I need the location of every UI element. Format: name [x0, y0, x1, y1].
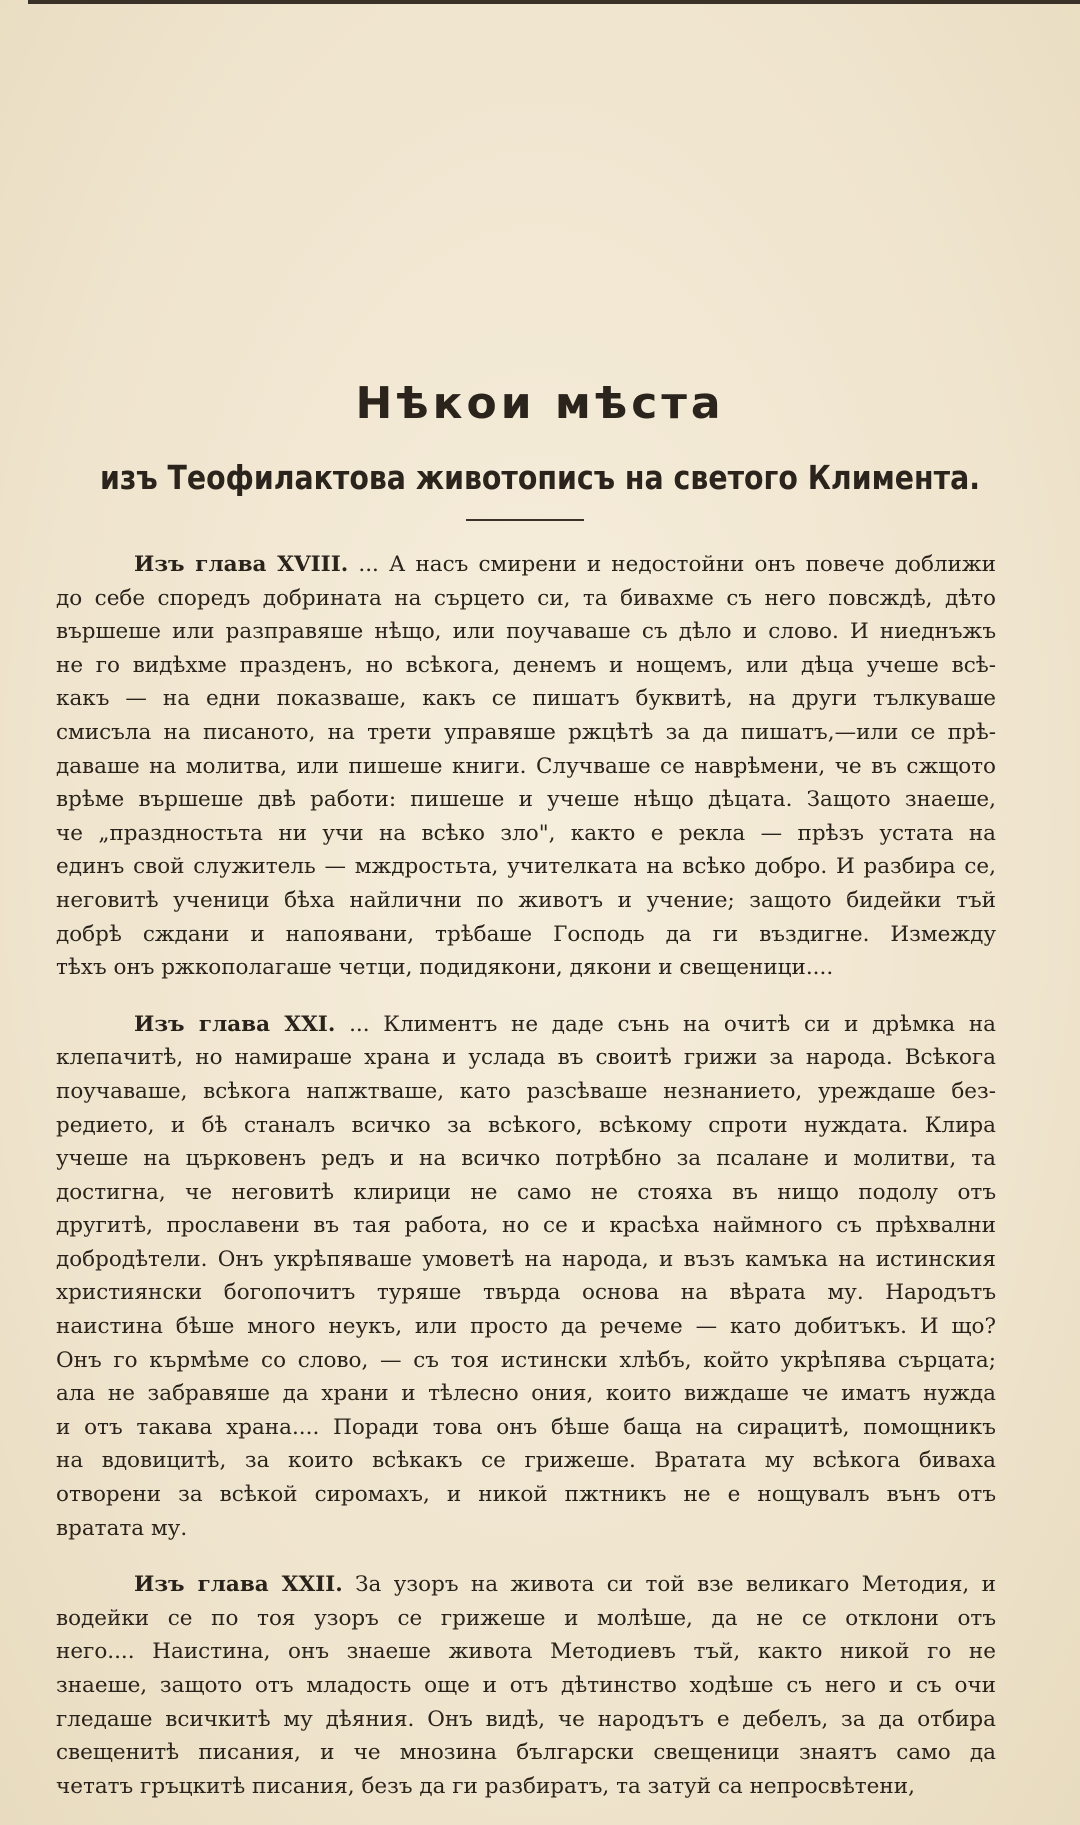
chapter-reference: Изъ глава XXI.: [134, 1011, 336, 1037]
text-line: [56, 1243, 996, 1277]
line-text: свещенитѣ писания, и че мнозина български свещеници знаятъ само да: [56, 1740, 996, 1766]
line-text: единъ свой служитель — мждростьта, учителката на всѣко добро. И разбира се,: [56, 854, 996, 880]
paragraph: [56, 1568, 996, 1803]
line-text: редието, и бѣ станалъ всичко за всѣкого, всѣкому спроти нуждата. Клира: [56, 1112, 996, 1138]
line-text: врѣме вършеше двѣ работи: пишеше и учеше нѣщо дѣцата. Защото знаеше,: [56, 787, 996, 813]
text-line: [56, 716, 996, 750]
line-text: неговитѣ ученици бѣха найлични по животъ и учение; защото бидейки тъй: [56, 887, 996, 913]
top-edge-line: [28, 0, 1080, 4]
line-text: и отъ такава храна.... Поради това онъ бѣше баща на сирацитѣ, помощникъ: [56, 1414, 996, 1440]
text-line: [56, 1041, 996, 1075]
text-line: [56, 750, 996, 784]
line-text: вратата му.: [56, 1515, 188, 1541]
text-line: [56, 1602, 996, 1636]
line-text: водейки се по тоя узоръ се грижеше и молѣше, да не се отклони отъ: [56, 1605, 996, 1631]
line-text: клепачитѣ, но намираше храна и услада въ своитѣ грижи за народа. Всѣкога: [56, 1045, 996, 1071]
line-text: поучаваше, всѣкога напжтваше, като разсѣваше незнанието, уреждаше без-: [56, 1078, 996, 1104]
line-text: добрѣ сждани и напоявани, трѣбаше Господь да ги въздигне. Измежду: [56, 921, 996, 947]
text-line: [56, 1142, 996, 1176]
text-line: [56, 1209, 996, 1243]
body-text: [56, 548, 996, 1803]
text-line: [56, 783, 996, 817]
line-text: смисъла на писаното, на трети управяше ржцѣтѣ за да пишатъ,—или се прѣ-: [56, 719, 996, 745]
text-line: [56, 682, 996, 716]
line-text: добродѣтели. Онъ укрѣпяваше умоветѣ на народа, и възъ камъка на истинския: [56, 1246, 996, 1272]
line-text: че „праздностьта ни учи на всѣко зло", както е рекла — прѣзъ устата на: [56, 820, 996, 846]
line-text: гледаше всичкитѣ му дѣяния. Онъ видѣ, че народътъ е дебелъ, за да отбира: [56, 1706, 996, 1732]
text-line: [56, 1568, 996, 1602]
text-line: [56, 1310, 996, 1344]
line-text: не го видѣхме празденъ, но всѣкога, денемъ и нощемъ, или дѣца учеше всѣ-: [56, 652, 996, 678]
page-subtitle: изъ Теофилактова животописъ на светого Климента.: [99, 458, 981, 497]
page-title: Нѣкои мѣста: [355, 378, 725, 429]
line-text: Онъ го кърмѣме со слово, — съ тоя истински хлѣбъ, който укрѣпява сърцата;: [56, 1347, 996, 1373]
text-line: [56, 1444, 996, 1478]
text-line: [56, 649, 996, 683]
text-line: [56, 1669, 996, 1703]
text-line: [56, 548, 996, 582]
text-line: [56, 1075, 996, 1109]
line-text: на вдовицитѣ, за които всѣкакъ се грижеше. Вратата му всѣкога биваха: [56, 1448, 996, 1474]
line-text: даваше на молитва, или пишеше книги. Случваше се наврѣмени, че въ сжщото: [56, 753, 996, 779]
text-line: [56, 1344, 996, 1378]
line-text: вършеше или разправяше нѣщо, или поучаваше съ дѣло и слово. И ниеднъжъ: [56, 619, 996, 645]
title-divider: [466, 519, 584, 521]
chapter-reference: Изъ глава XXII.: [134, 1572, 343, 1598]
text-line: [56, 1276, 996, 1310]
text-line: [56, 1635, 996, 1669]
line-text: него.... Наистина, онъ знаеше живота Методиевъ тъй, както никой го не: [56, 1639, 996, 1665]
text-line: [56, 951, 996, 985]
line-text: ... Климентъ не даде сънь на очитѣ си и дрѣмка на: [349, 1011, 996, 1037]
text-line: [56, 1770, 996, 1804]
line-text: достигна, че неговитѣ клирици не само не стояха въ нищо подолу отъ: [56, 1179, 996, 1205]
text-line: [56, 1512, 996, 1546]
text-line: [56, 1377, 996, 1411]
text-line: [56, 1411, 996, 1445]
line-text: учеше на църковенъ редъ и на всичко потрѣбно за псалане и молитви, та: [56, 1146, 996, 1172]
text-line: [56, 1109, 996, 1143]
text-line: [56, 1736, 996, 1770]
text-line: [56, 1008, 996, 1042]
text-line: [56, 918, 996, 952]
text-line: [56, 817, 996, 851]
chapter-reference: Изъ глава XVIII.: [134, 552, 349, 577]
line-text: християнски богопочитъ туряше твърда основа на вѣрата му. Народътъ: [56, 1280, 996, 1306]
line-text: ала не забравяше да храни и тѣлесно ония, които виждаше че иматъ нужда: [56, 1381, 996, 1407]
line-text: знаеше, защото отъ младость още и отъ дѣтинство ходѣше съ него и съ очи: [56, 1673, 996, 1698]
paragraph: [56, 548, 996, 985]
line-text: За узоръ на живота си той взе великаго Методия, и: [355, 1572, 996, 1598]
text-line: [56, 1703, 996, 1737]
line-text: наистина бѣше много неукъ, или просто да речеме — като добитъкъ. И що?: [56, 1314, 996, 1340]
line-text: другитѣ, прославени въ тая работа, но се и красѣха наймного съ прѣхвални: [56, 1213, 996, 1239]
paragraph-gap: [56, 985, 996, 1008]
line-text: тѣхъ онъ ржкополагаше четци, подидякони, дякони и свещеници....: [56, 955, 834, 981]
line-text: четатъ гръцкитѣ писания, безъ да ги разбиратъ, та затуй са непросвѣтени,: [56, 1773, 915, 1799]
line-text: до себе споредъ добрината на сърцето си, та бивахме съ него повсждѣ, дѣто: [56, 585, 996, 611]
text-line: [56, 850, 996, 884]
line-text: какъ — на едни показваше, какъ се пишатъ буквитѣ, на други тълкуваше: [56, 686, 996, 712]
text-line: [56, 1176, 996, 1210]
line-text: отворени за всѣкой сиромахъ, и никой пжтникъ не е нощувалъ вънъ отъ: [56, 1482, 996, 1508]
text-line: [56, 1478, 996, 1512]
paragraph: [56, 1008, 996, 1546]
text-line: [56, 884, 996, 918]
text-line: [56, 582, 996, 616]
text-line: [56, 615, 996, 649]
paragraph-gap: [56, 1545, 996, 1568]
line-text: ... А насъ смирени и недостойни онъ повече доближи: [358, 552, 996, 577]
